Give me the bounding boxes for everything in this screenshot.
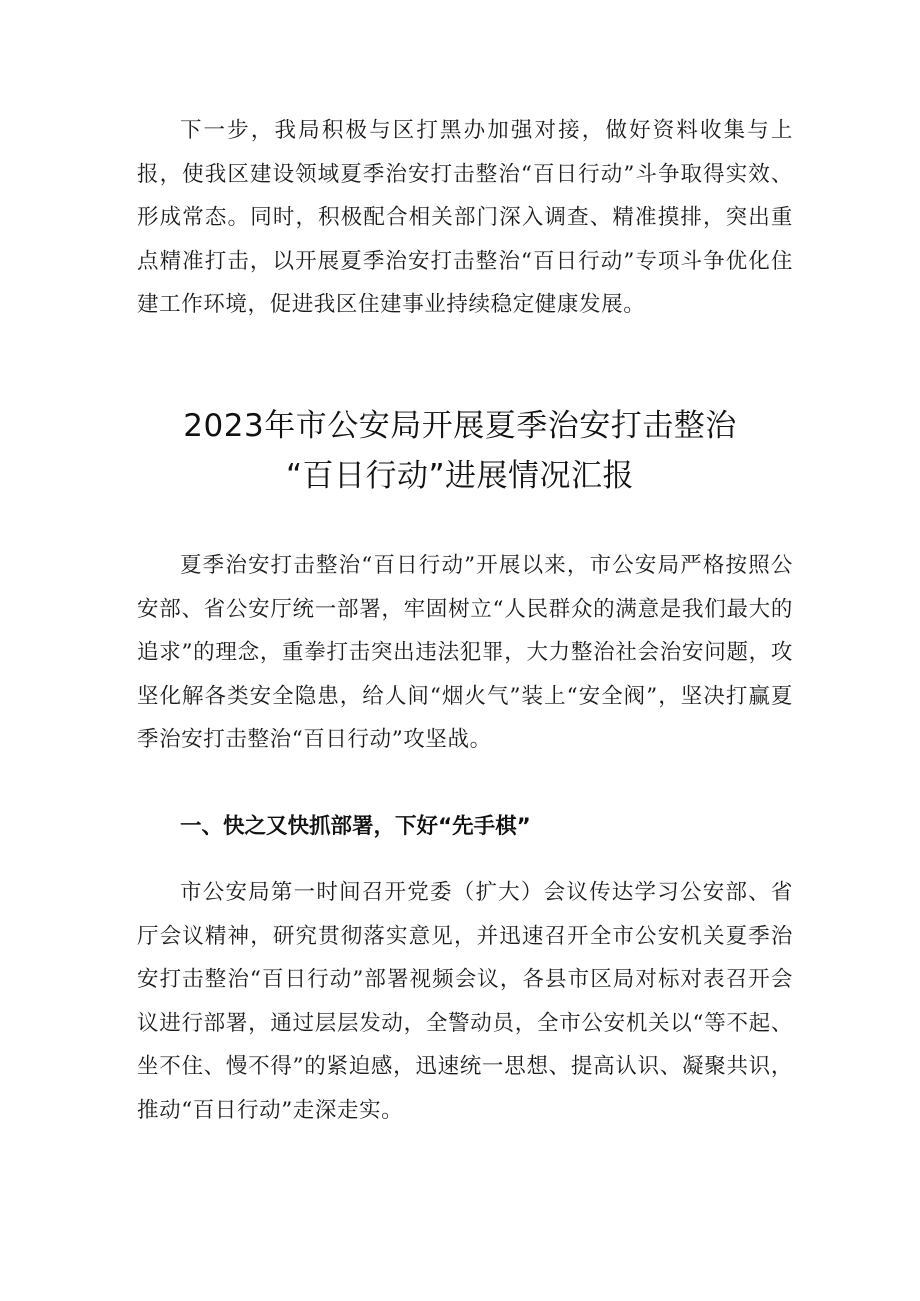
- document-title: [100, 401, 820, 501]
- opening-paragraph: 夏季治安打击整治“百日行动”开展以来，市公安局严格按照公安部、省公安厅统一部署，牢固树立“人民群众的满意是我们最大的追求”的理念，重拳打击突出违法犯罪，大力整治社会治安问题，攻坚化解各类安全隐患，给人间“烟火气”装上“安全阀”，坚决打赢夏季治安打击整治“百日行动”攻坚战。: [137, 553, 793, 752]
- title-line-1: 2023年市公安局开展夏季治安打击整治: [183, 408, 737, 444]
- section-1-heading: 一、快之又快抓部署，下好“先手棋”: [180, 814, 531, 839]
- intro-paragraph: 下一步，我局积极与区打黑办加强对接，做好资料收集与上报，使我区建设领域夏季治安打击整治“百日行动”斗争取得实效、形成常态。同时，积极配合相关部门深入调查、精准摸排，突出重点精准打击，以开展夏季治安打击整治“百日行动”专项斗争优化住建工作环境，促进我区住建事业持续稳定健康发展。: [137, 118, 793, 317]
- section-1-paragraph: 市公安局第一时间召开党委（扩大）会议传达学习公安部、省厅会议精神，研究贯彻落实意见，并迅速召开全市公安机关夏季治安打击整治“百日行动”部署视频会议，各县市区局对标对表召开会议进行部署，通过层层发动，全警动员，全市公安机关以“等不起、坐不住、慢不得”的紧迫感，迅速统一思想、提高认识、凝聚共识，推动“百日行动”走深走实。: [137, 880, 793, 1123]
- title-line-2: “百日行动”进展情况汇报: [285, 458, 635, 494]
